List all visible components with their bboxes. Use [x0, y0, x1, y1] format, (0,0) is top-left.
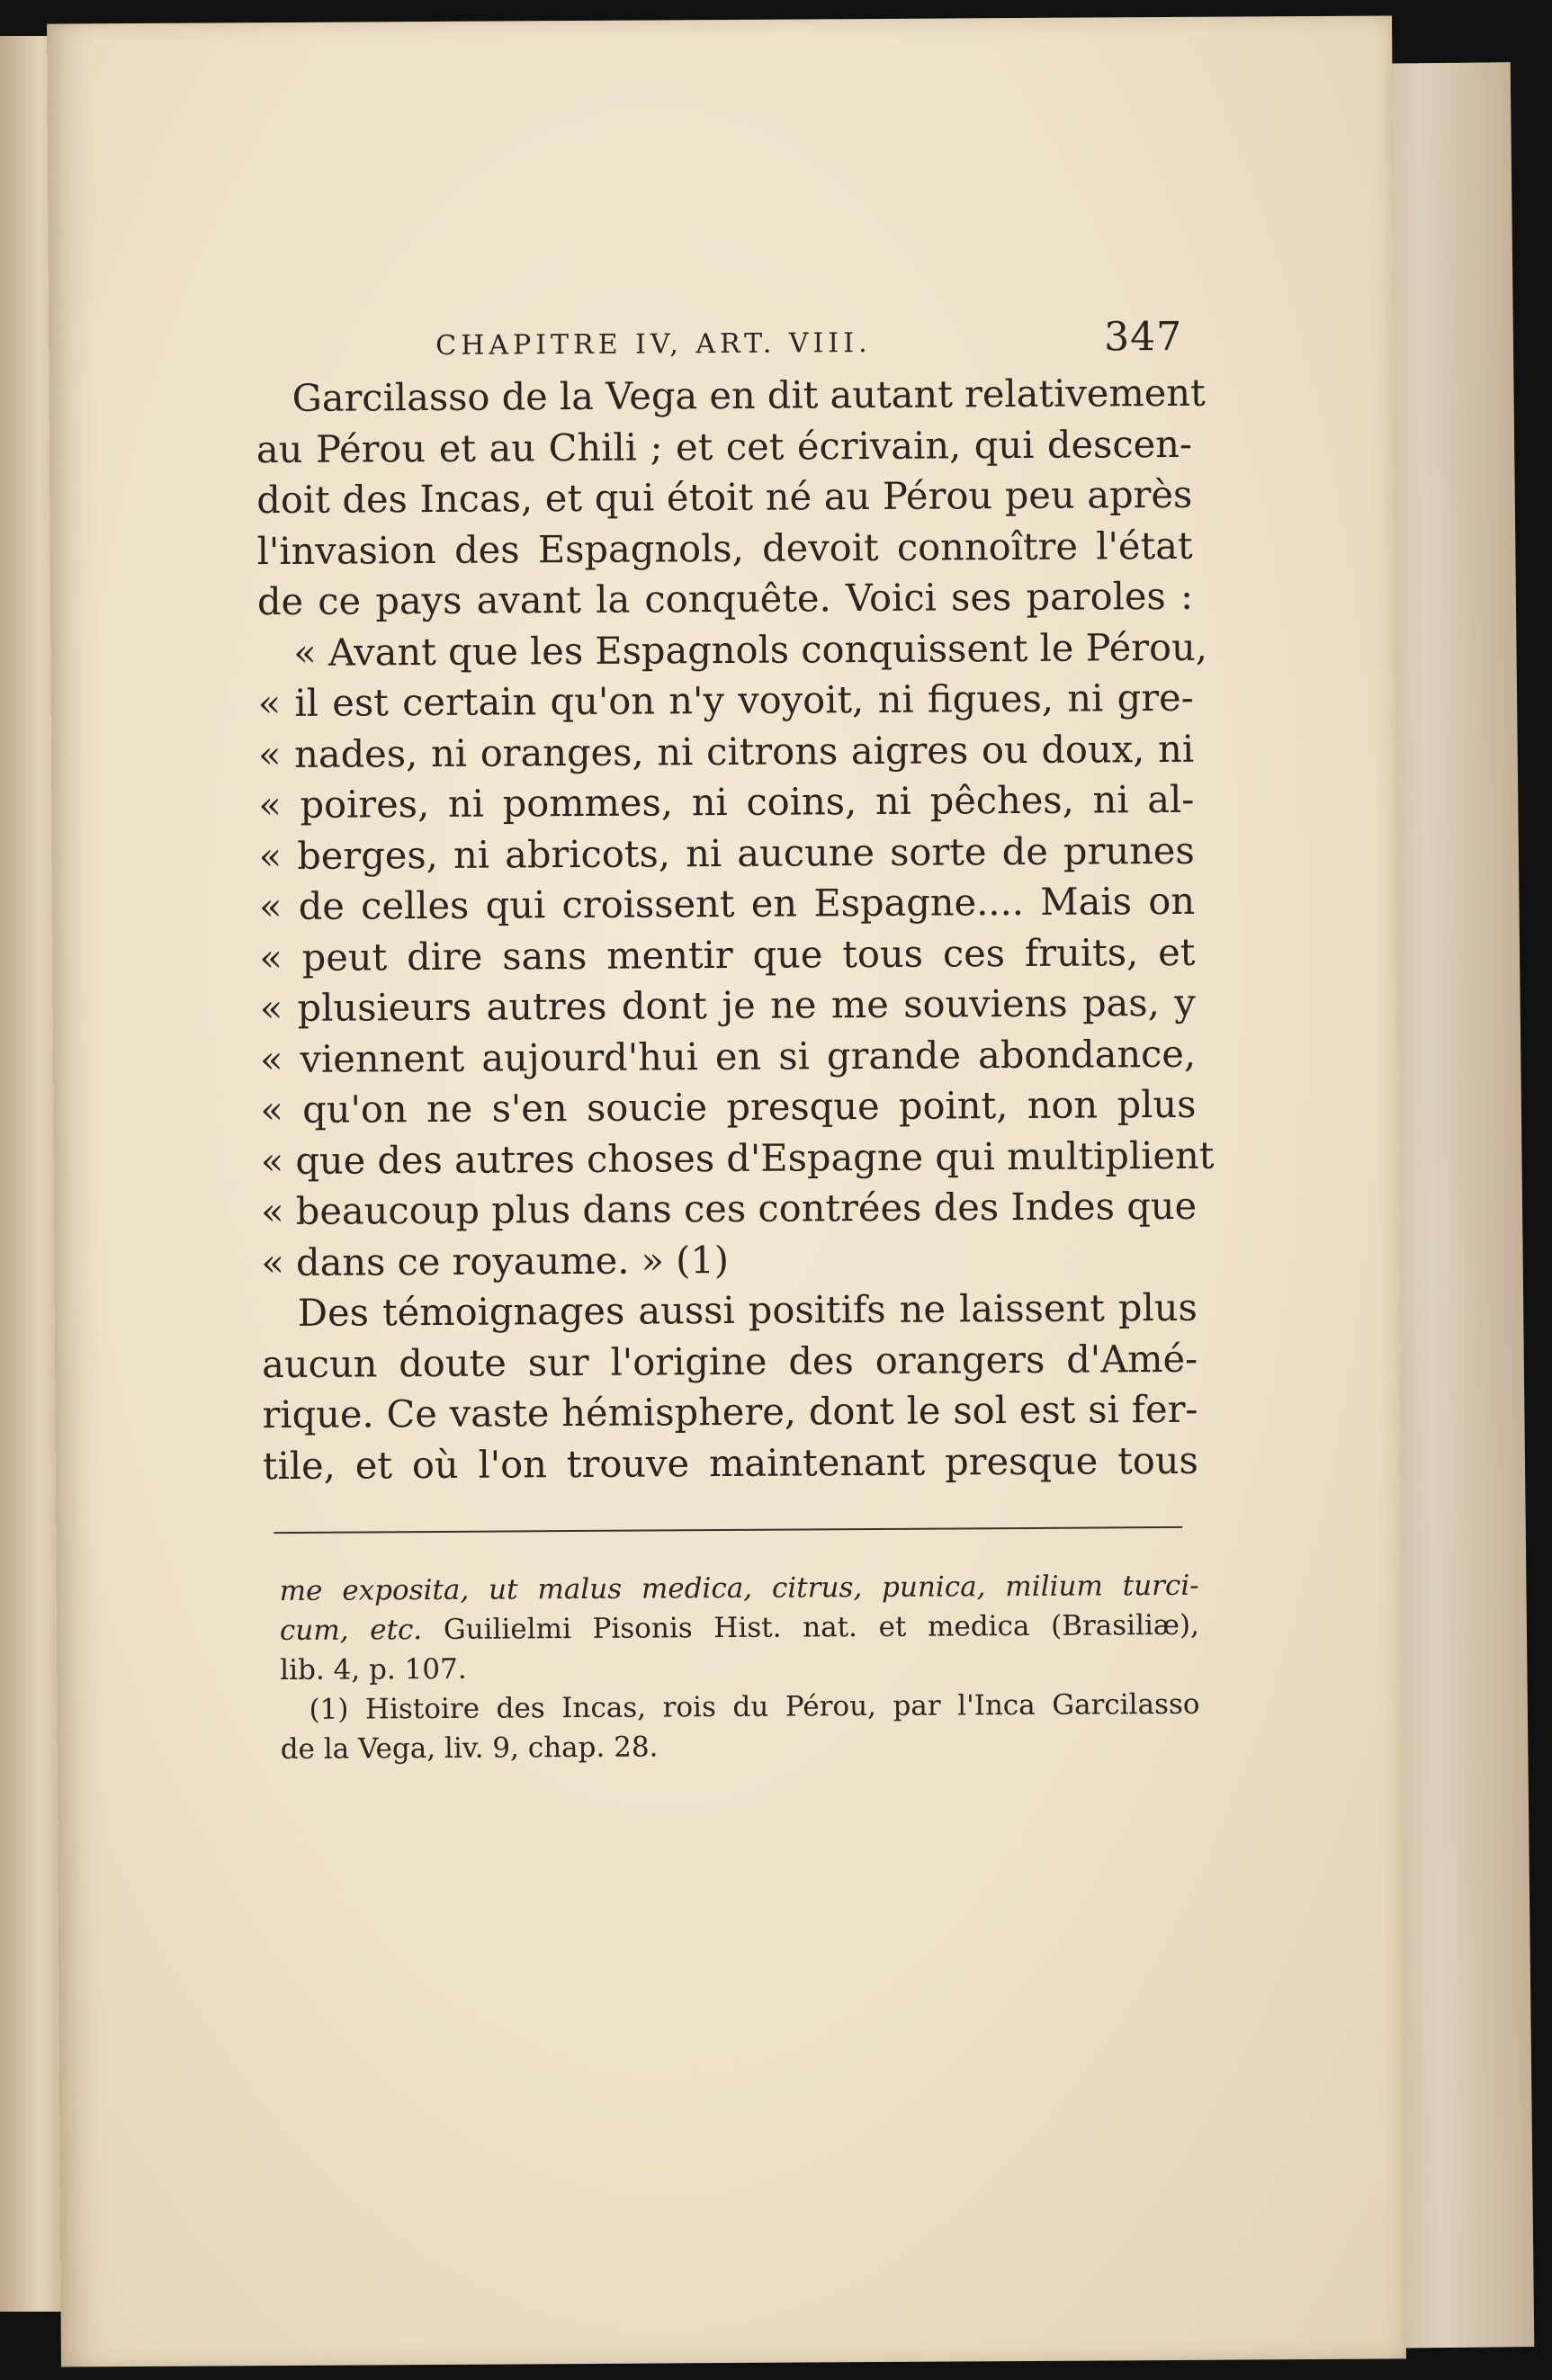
quote-line: « de celles qui croissent en Espagne.... Mais on [258, 878, 1196, 929]
footnote-fragment: Guilielmi Pisonis Hist. nat. et medica (Brasiliæ), [443, 1608, 1200, 1646]
body-line: rique. Ce vaste hémisphere, dont le sol est si fer- [262, 1386, 1198, 1437]
quote-line: « poires, ni pommes, ni coins, ni pêches, ni al- [258, 776, 1195, 828]
quote-line: « il est certain qu'on n'y voyoit, ni figues, ni gre- [257, 675, 1194, 726]
quote-line: « dans ce royaume. » (1) [261, 1237, 730, 1284]
quote-line: « viennent aujourd'hui en si grande abondance, [259, 1031, 1197, 1081]
footnote-line: (1) Histoire des Incas, rois du Pérou, par l'Inca Garcilasso [309, 1687, 1200, 1726]
footnote-line: me exposita, ut malus medica, citrus, punica, milium turci- [279, 1569, 1199, 1608]
body-line: l'invasion des Espagnols, devoit connoître l'état [256, 523, 1193, 573]
quote-line: « berges, ni abricots, ni aucune sorte de prunes [258, 828, 1195, 878]
quote-line: « beaucoup plus dans ces contrées des Indes que [260, 1183, 1198, 1234]
running-title: CHAPITRE IV, ART. VIII. [435, 327, 872, 362]
quote-line: « plusieurs autres dont je ne me souviens pas, y [259, 980, 1196, 1031]
page-number: 347 [1104, 313, 1183, 361]
footnote-line: lib. 4, p. 107. [280, 1652, 467, 1687]
body-line: Garcilasso de la Vega en dit autant relativement [292, 370, 1206, 420]
footnote-rule [274, 1526, 1182, 1534]
book-page [47, 15, 1406, 2367]
body-line: doit des Incas, et qui étoit né au Pérou peu après [256, 471, 1193, 523]
body-line: tile, et où l'on trouve maintenant presque tous [262, 1437, 1198, 1488]
body-line: de ce pays avant la conquête. Voici ses paroles : [256, 573, 1194, 624]
quote-line: « nades, ni oranges, ni citrons aigres ou doux, ni [257, 726, 1195, 776]
quote-line: « Avant que les Espagnols conquissent le Pérou, [293, 624, 1208, 675]
running-header [256, 314, 1191, 373]
quote-line: « que des autres choses d'Espagne qui multiplient [260, 1132, 1215, 1183]
quote-line: « qu'on ne s'en soucie presque point, non plus [260, 1081, 1197, 1132]
body-line: aucun doute sur l'origine des orangers d'Amé- [262, 1336, 1198, 1386]
footnote-fragment: cum, etc. [279, 1614, 423, 1648]
footnote-line [264, 1606, 1199, 1651]
text-block [256, 313, 1215, 1769]
body-line: au Pérou et au Chili ; et cet écrivain, qui descen- [256, 421, 1193, 471]
body-line: Des témoignages aussi positifs ne laissent plus [297, 1284, 1198, 1335]
quote-line: « peut dire sans mentir que tous ces fruits, et [259, 929, 1196, 980]
footnote-line: de la Vega, liv. 9, chap. 28. [280, 1731, 659, 1767]
